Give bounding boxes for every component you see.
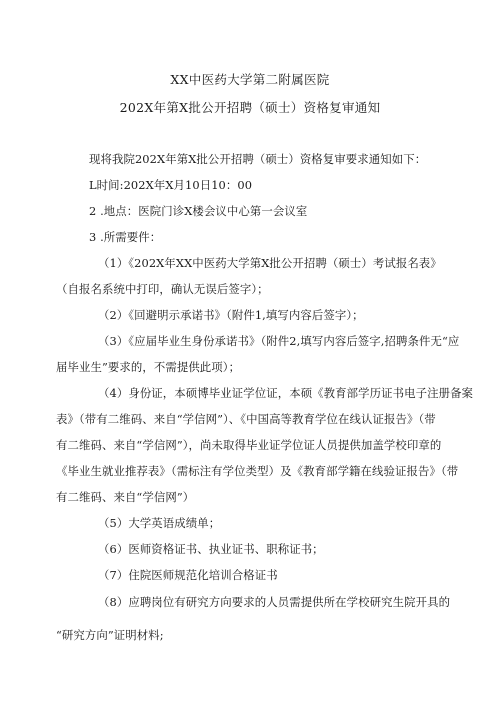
intro-paragraph: 现将我院202X年第X批公开招聘（硕士）资格复审要求通知如下： (89, 152, 427, 166)
item-place: 2 .地点：医院门诊X楼会议中心第一会议室 (89, 204, 308, 218)
requirement-7: （7）住院医师规范化培训合格证书 (98, 568, 278, 582)
requirement-5: （5）大学英语成绩单； (98, 516, 221, 530)
requirement-2: （2）《回避明示承诺书》（附件1,填写内容后签字）； (98, 308, 364, 322)
requirement-4-line2: 表》（带有二维码、来自“学信网”）、《中国高等教育学位在线认证报告》（带 (56, 412, 436, 426)
requirement-3-line1: （3）《应届毕业生身份承诺书》（附件2,填写内容后签字,招聘条件无“应 (98, 334, 460, 348)
document-title-notice: 202X年第X批公开招聘（硕士）资格复审通知 (119, 100, 381, 115)
requirement-4-line3: 有二维码、来自“学信网”），尚未取得毕业证学位证人员提供加盖学校印章的 (56, 438, 442, 452)
requirement-4-line5: 有二维码、来自“学信网”） (56, 490, 195, 504)
requirement-4-line4: 《毕业生就业推荐表》（需标注有学位类型）及《教育部学籍在线验证报告》（带 (56, 464, 459, 478)
requirement-3-line2: 届毕业生”要求的，不需提供此项）； (56, 360, 241, 374)
requirement-4-line1: （4）身份证，本硕博毕业证学位证，本硕《教育部学历证书电子注册备案 (98, 386, 474, 400)
document-title-hospital: XX中医药大学第二附属医院 (170, 72, 330, 87)
requirement-1-line2: （自报名系统中打印，确认无误后签字）； (56, 282, 269, 296)
requirement-6: （6）医师资格证书、执业证书、职称证书； (98, 542, 324, 556)
requirement-8-line2: “研究方向”证明材料; (56, 628, 164, 642)
item-time: L时间:202X年X月10日10：00 (89, 178, 253, 192)
requirement-8-line1: （8）应聘岗位有研究方向要求的人员需提供所在学校研究生院开具的 (98, 595, 451, 609)
item-materials: 3 .所需要件： (89, 230, 162, 244)
requirement-1-line1: （1）《202X年XX中医药大学第X批公开招聘（硕士）考试报名表》 (98, 256, 442, 270)
